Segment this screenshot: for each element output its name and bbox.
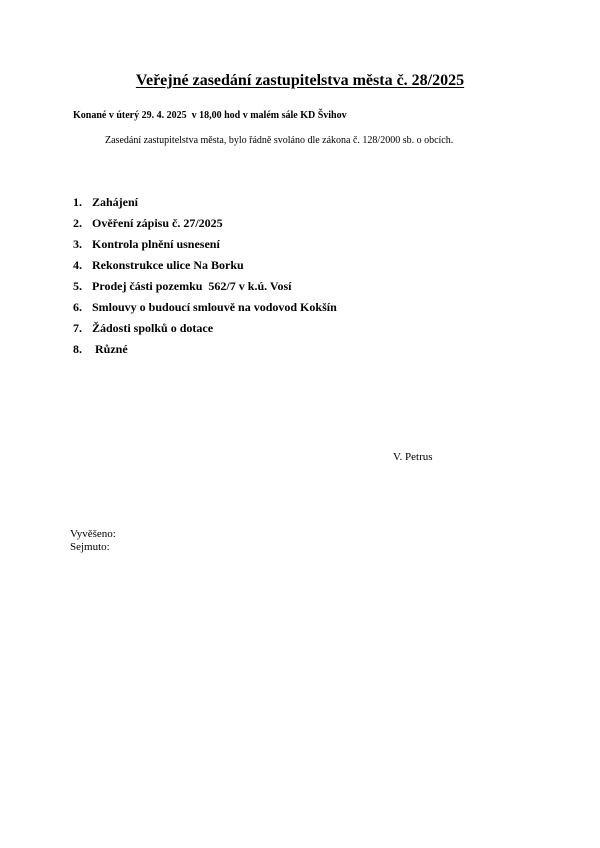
agenda-item-label: Různé	[92, 342, 128, 356]
agenda-item-label: Kontrola plnění usnesení	[92, 237, 220, 251]
agenda-item-number: 8.	[73, 342, 82, 356]
agenda-item	[73, 318, 337, 339]
agenda-item	[73, 276, 337, 297]
agenda-item	[73, 192, 337, 213]
agenda-item-number: 4.	[73, 258, 82, 272]
agenda-item	[73, 297, 337, 318]
convening-note: Zasedání zastupitelstva města, bylo řádně svoláno dle zákona č. 128/2000 sb. o obcích.	[105, 135, 454, 146]
document-title: Veřejné zasedání zastupitelstva města č. 28/2025	[135, 72, 465, 89]
agenda-item-number: 1.	[73, 195, 82, 209]
agenda-list	[73, 192, 337, 360]
agenda-item-label: Ověření zápisu č. 27/2025	[92, 216, 223, 230]
agenda-item-number: 7.	[73, 321, 82, 335]
agenda-item-label: Rekonstrukce ulice Na Borku	[92, 258, 244, 272]
agenda-item-number: 3.	[73, 237, 82, 251]
agenda-item	[73, 213, 337, 234]
posting-record	[70, 528, 116, 554]
agenda-item	[73, 339, 337, 360]
meeting-info: Konané v úterý 29. 4. 2025 v 18,00 hod v malém sále KD Švihov	[73, 110, 347, 121]
agenda-item	[73, 234, 337, 255]
agenda-item-label: Prodej části pozemku 562/7 v k.ú. Vosí	[92, 279, 292, 293]
agenda-item-number: 5.	[73, 279, 82, 293]
agenda-item	[73, 255, 337, 276]
agenda-item-label: Zahájení	[92, 195, 139, 209]
agenda-item-number: 6.	[73, 300, 82, 314]
signature-name: V. Petrus	[393, 451, 433, 463]
removed-label: Sejmuto:	[70, 541, 110, 553]
agenda-item-label: Žádosti spolků o dotace	[92, 321, 214, 335]
agenda-item-label: Smlouvy o budoucí smlouvě na vodovod Kokšín	[92, 300, 337, 314]
posted-label: Vyvěšeno:	[70, 528, 116, 540]
agenda-item-number: 2.	[73, 216, 82, 230]
